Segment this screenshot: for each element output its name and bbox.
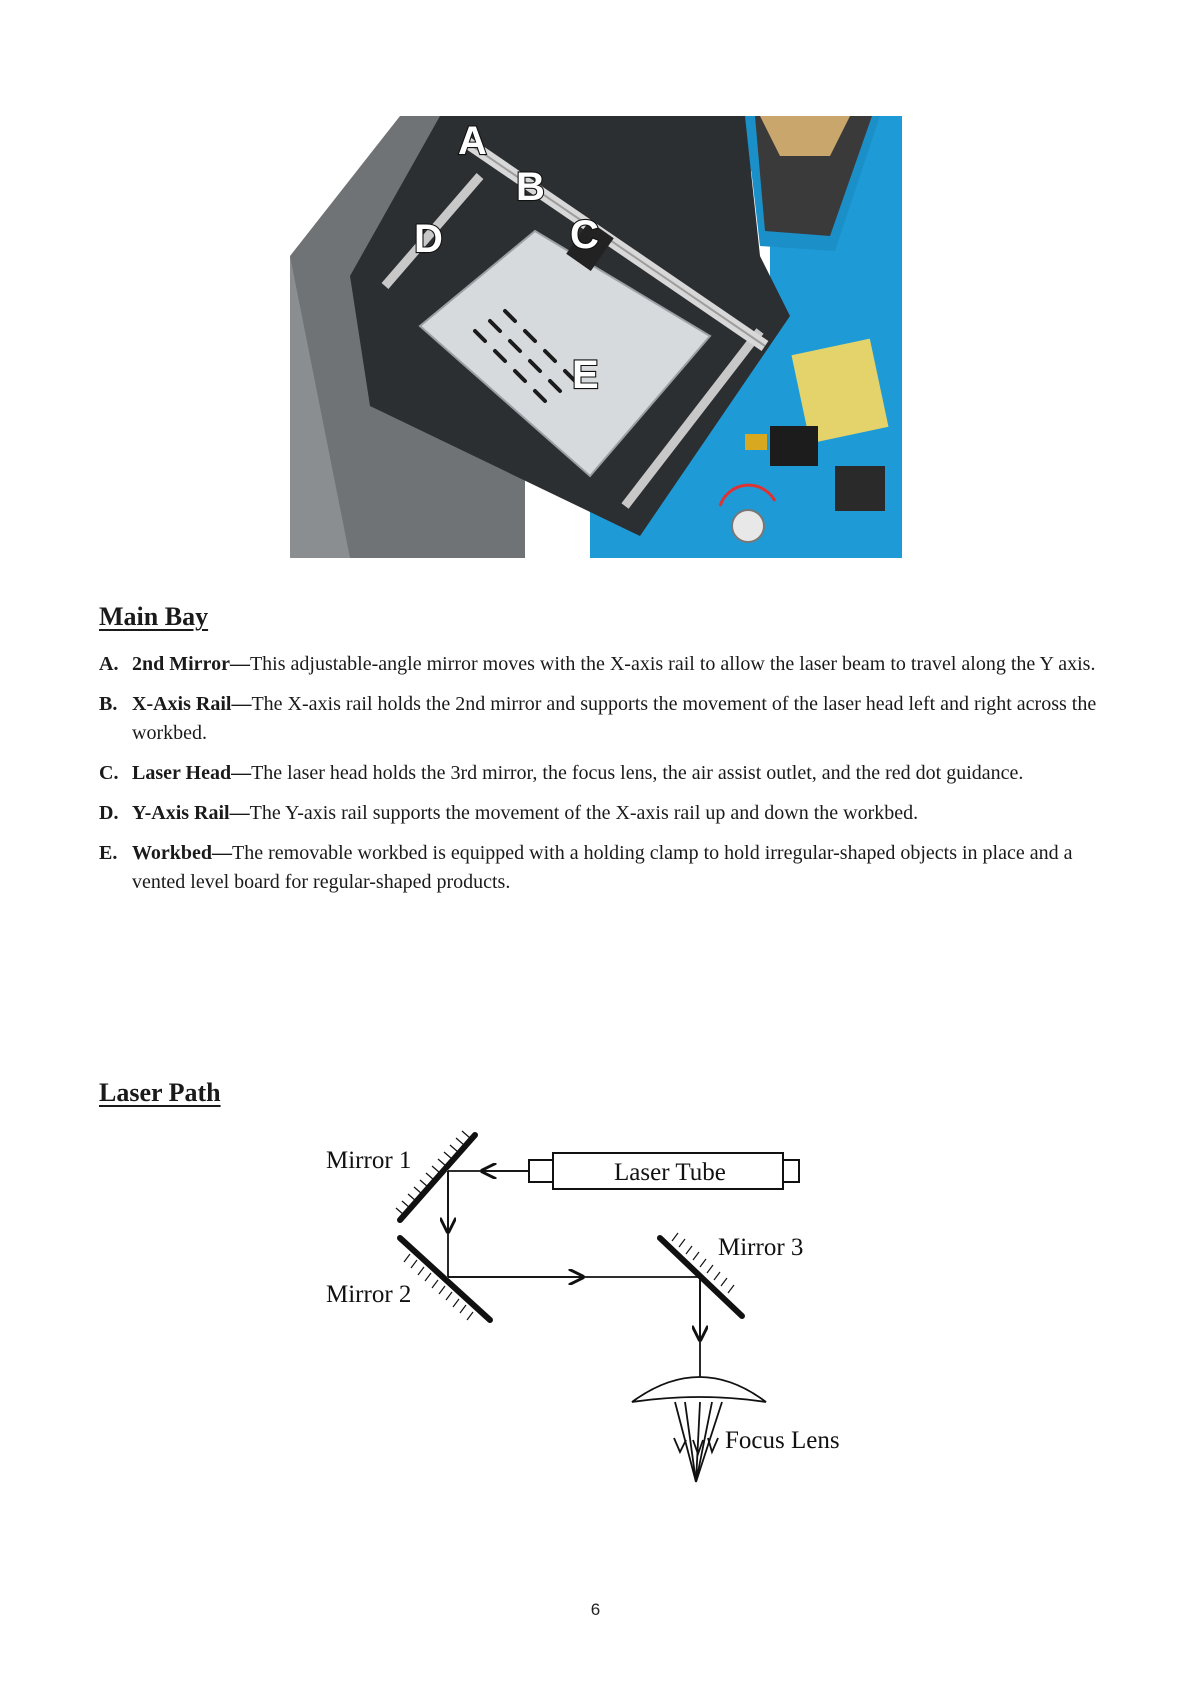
item-description: The X-axis rail holds the 2nd mirror and supports the movement of the laser head left and right across the workbed. bbox=[132, 693, 1097, 744]
laser-path-heading: Laser Path bbox=[99, 1078, 221, 1107]
item-letter: D. bbox=[99, 802, 119, 824]
item-term: 2nd Mirror— bbox=[132, 653, 250, 675]
mirror-2-label: Mirror 2 bbox=[326, 1281, 412, 1308]
photo-label-b: B bbox=[516, 165, 545, 209]
power-switch bbox=[835, 466, 885, 511]
item-description: The Y-axis rail supports the movement of the X-axis rail up and down the workbed. bbox=[249, 802, 919, 824]
focus-lens bbox=[632, 1377, 840, 1482]
main-bay-heading: Main Bay bbox=[99, 602, 209, 631]
focus-lens-label: Focus Lens bbox=[725, 1427, 840, 1454]
photo-label-a: A bbox=[458, 119, 487, 163]
laser-path-diagram bbox=[300, 1120, 860, 1500]
laser-tube-label: Laser Tube bbox=[614, 1159, 726, 1186]
list-item bbox=[99, 690, 1099, 748]
list-item bbox=[99, 799, 1099, 828]
main-bay-component-list bbox=[99, 650, 1099, 908]
photo-label-d: D bbox=[414, 217, 443, 261]
item-term: X-Axis Rail— bbox=[132, 693, 252, 715]
mirror-3 bbox=[660, 1233, 803, 1316]
photo-label-e: E bbox=[572, 353, 599, 397]
laser-engraver-photo-icon bbox=[290, 116, 902, 558]
item-letter: B. bbox=[99, 693, 118, 715]
main-bay-photo bbox=[290, 116, 902, 558]
item-letter: A. bbox=[99, 653, 119, 675]
item-description: The laser head holds the 3rd mirror, the focus lens, the air assist outlet, and the red dot guidance. bbox=[251, 762, 1024, 784]
laser-tube bbox=[529, 1153, 799, 1189]
item-term: Y-Axis Rail— bbox=[132, 802, 250, 824]
laser-beam-path bbox=[448, 1171, 700, 1378]
mirror-3-label: Mirror 3 bbox=[718, 1234, 804, 1261]
list-item bbox=[99, 759, 1099, 788]
list-item bbox=[99, 839, 1099, 897]
item-letter: C. bbox=[99, 762, 119, 784]
mirror-1 bbox=[326, 1131, 475, 1220]
item-letter: E. bbox=[99, 842, 118, 864]
mirror-2 bbox=[326, 1238, 490, 1320]
item-term: Laser Head— bbox=[132, 762, 252, 784]
item-term: Workbed— bbox=[132, 842, 233, 864]
page-number: 6 bbox=[590, 1600, 601, 1619]
item-description: This adjustable-angle mirror moves with the X-axis rail to allow the laser beam to travel along the Y axis. bbox=[249, 653, 1096, 675]
item-description: The removable workbed is equipped with a holding clamp to hold irregular-shaped objects in place and a vented level board for regular-shaped products. bbox=[132, 842, 1073, 893]
mirror-1-label: Mirror 1 bbox=[326, 1147, 412, 1174]
digital-display bbox=[770, 426, 818, 466]
key-switch bbox=[732, 510, 764, 542]
photo-label-c: C bbox=[570, 213, 599, 257]
list-item bbox=[99, 650, 1099, 679]
laser-path-diagram-svg bbox=[300, 1120, 860, 1500]
